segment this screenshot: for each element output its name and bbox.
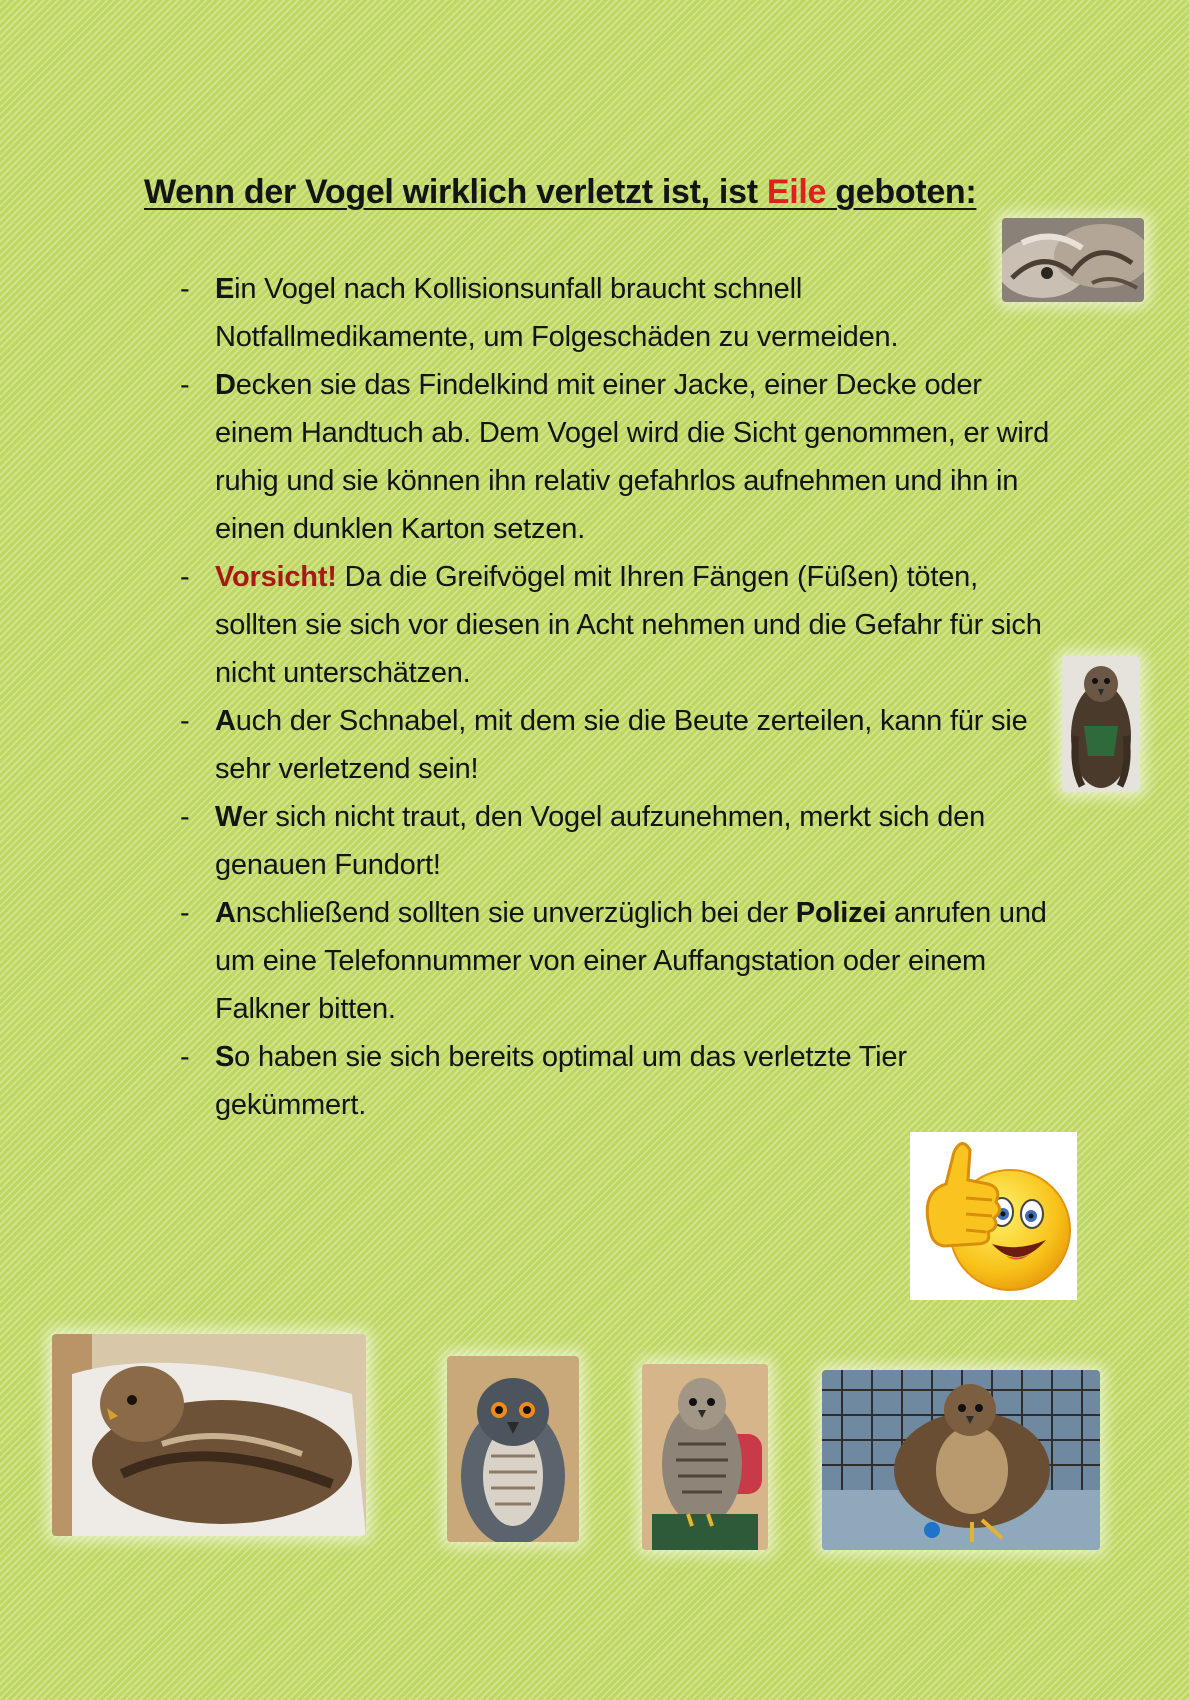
thumbs-up-smiley-icon bbox=[910, 1132, 1077, 1300]
list-item-lead-letter: W bbox=[215, 801, 243, 833]
list-dash: - bbox=[180, 561, 190, 593]
thumbs-up-smiley bbox=[910, 1132, 1077, 1300]
title-text-after: geboten: bbox=[826, 172, 977, 211]
list-item-text: uch der Schnabel, mit dem sie die Beute zerteilen, kann für sie sehr verletzend sein! bbox=[215, 705, 1028, 785]
list-dash: - bbox=[180, 273, 190, 305]
list-item bbox=[176, 889, 1056, 1033]
bird-photo-icon bbox=[642, 1364, 768, 1550]
list-dash: - bbox=[180, 801, 190, 833]
bird-photo-icon bbox=[1062, 656, 1140, 792]
list-item bbox=[176, 553, 1056, 697]
police-keyword: Polizei bbox=[795, 897, 887, 929]
list-item bbox=[176, 265, 1056, 361]
list-item-text: Da die Greifvögel mit Ihren Fängen (Füßen) töten, sollten sie sich vor diesen in Acht nehmen und die Gefahr für sich nicht unterschätzen. bbox=[215, 561, 1042, 689]
list-item bbox=[176, 1033, 1056, 1129]
buzzard-in-cage-photo bbox=[822, 1370, 1100, 1550]
list-item bbox=[176, 793, 1056, 889]
bird-feathers-photo bbox=[1002, 218, 1144, 302]
bird-photo-icon bbox=[822, 1370, 1100, 1550]
falcon-on-perch-photo bbox=[642, 1364, 768, 1550]
list-item-lead-letter: A bbox=[215, 897, 236, 929]
list-item-text: nschließend sollten sie unverzüglich bei der bbox=[235, 897, 796, 929]
list-item bbox=[176, 697, 1056, 793]
list-item-lead-letter: S bbox=[215, 1041, 235, 1073]
list-item-lead-letter: A bbox=[215, 705, 236, 737]
list-item-lead-letter: E bbox=[215, 273, 235, 305]
page-title bbox=[144, 173, 976, 212]
sparrowhawk-photo bbox=[447, 1356, 579, 1542]
bird-photo-icon bbox=[447, 1356, 579, 1542]
list-item-text: o haben sie sich bereits optimal um das verletzte Tier gekümmert. bbox=[215, 1041, 907, 1121]
list-dash: - bbox=[180, 369, 190, 401]
list-item-text: in Vogel nach Kollisionsunfall braucht schnell Notfallmedikamente, um Folgeschäden zu vermeiden. bbox=[215, 273, 899, 353]
bird-photo-icon bbox=[52, 1334, 366, 1536]
warning-label: Vorsicht! bbox=[215, 561, 337, 593]
list-item-text: ecken sie das Findelkind mit einer Jacke, einer Decke oder einem Handtuch ab. Dem Vogel wird die Sicht genommen, er wird ruhig und sie können ihn relativ gefahrlos aufnehmen und ihn in einen dunklen Karton setzen. bbox=[215, 369, 1050, 545]
list-dash: - bbox=[180, 897, 190, 929]
list-item-text: anrufen und um eine Telefonnummer von einer Auffangstation oder einem Falkner bitten. bbox=[215, 897, 1047, 1025]
list-dash: - bbox=[180, 1041, 190, 1073]
falcon-with-harness-photo bbox=[1062, 656, 1140, 792]
title-text-before: Wenn der Vogel wirklich verletzt ist, ist bbox=[144, 172, 767, 211]
list-item bbox=[176, 361, 1056, 553]
list-item-lead-letter: D bbox=[215, 369, 236, 401]
instruction-list bbox=[176, 265, 1056, 1129]
buzzard-lying-photo bbox=[52, 1334, 366, 1536]
list-item-text: er sich nicht traut, den Vogel aufzunehmen, merkt sich den genauen Fundort! bbox=[215, 801, 985, 881]
bird-photo-icon bbox=[1002, 218, 1144, 302]
list-dash: - bbox=[180, 705, 190, 737]
title-accent-word: Eile bbox=[766, 172, 827, 211]
